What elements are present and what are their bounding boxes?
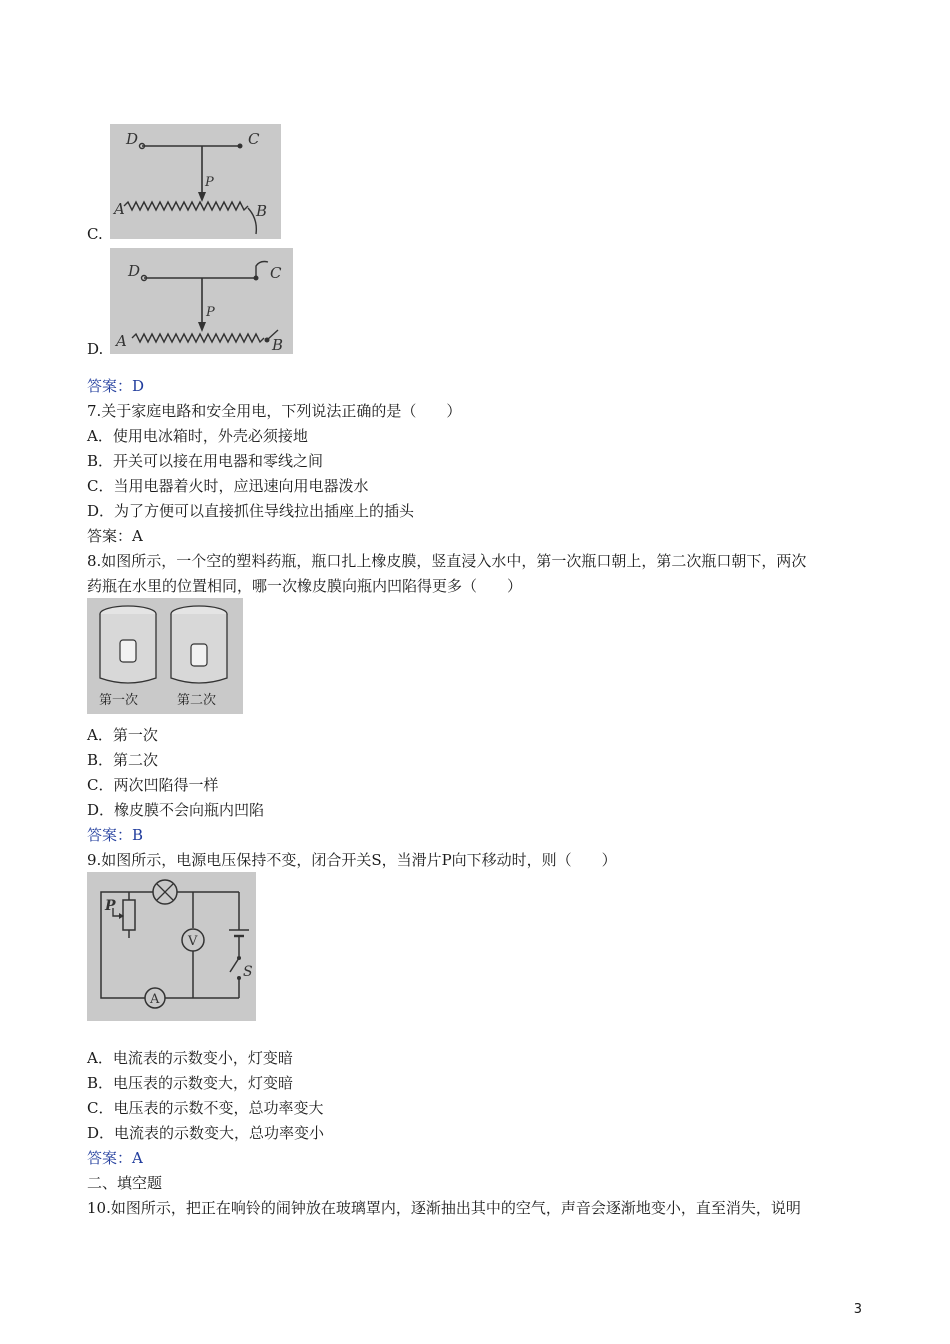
q8-option-b: B．第二次 [87, 751, 159, 769]
q7-option-b: B．开关可以接在用电器和零线之间 [87, 452, 324, 470]
q9-ammeter-label: A [150, 992, 160, 1007]
section-heading-fill-in: 二、填空题 [87, 1174, 163, 1192]
fig-c-label-d: D [126, 130, 139, 148]
fig-d-label-d: D [128, 262, 141, 280]
q9-option-a: A．电流表的示数变小，灯变暗 [87, 1049, 293, 1067]
q7-stem: 7.关于家庭电路和安全用电，下列说法正确的是（ ） [87, 402, 462, 420]
q10-stem-line1: 10.如图所示，把正在响铃的闹钟放在玻璃罩内，逐渐抽出其中的空气，声音会逐渐地变小，直至消失，说明 [87, 1199, 801, 1217]
q7-option-d: D．为了方便可以直接抓住导线拉出插座上的插头 [87, 502, 415, 520]
q8-fig-label-second: 第二次 [177, 693, 217, 708]
q9-option-c: C．电压表的示数不变，总功率变大 [87, 1099, 324, 1117]
option-d-label: D. [87, 340, 104, 358]
fig-d-label-p: P [206, 305, 215, 320]
fig-d-label-c: C [270, 264, 282, 282]
q8-figure [87, 598, 243, 714]
fig-c-label-a: A [114, 200, 125, 218]
q8-fig-label-first: 第一次 [99, 693, 139, 708]
q9-answer: 答案：A [87, 1149, 143, 1167]
q8-stem-line2: 药瓶在水里的位置相同，哪一次橡皮膜向瓶内凹陷得更多（ ） [87, 577, 523, 595]
option-d-figure [110, 248, 293, 354]
q9-voltmeter-label: V [188, 934, 198, 949]
q8-stem-line1: 8.如图所示，一个空的塑料药瓶，瓶口扎上橡皮膜，竖直浸入水中，第一次瓶口朝上，第二次瓶口朝下，两次 [87, 552, 807, 570]
page-number: 3 [853, 1302, 862, 1317]
q8-option-c: C．两次凹陷得一样 [87, 776, 219, 794]
q8-option-d: D．橡皮膜不会向瓶内凹陷 [87, 801, 265, 819]
q7-option-a: A．使用电冰箱时，外壳必须接地 [87, 427, 308, 445]
q9-option-b: B．电压表的示数变大，灯变暗 [87, 1074, 294, 1092]
option-c-figure [110, 124, 281, 239]
q9-switch-label: S [243, 964, 253, 980]
q8-answer: 答案：B [87, 826, 144, 844]
q6-answer: 答案：D [87, 377, 145, 395]
q7-option-c: C．当用电器着火时，应迅速向用电器泼水 [87, 477, 369, 495]
q8-option-a: A．第一次 [87, 726, 158, 744]
q7-answer: 答案：A [87, 527, 143, 545]
fig-d-label-a: A [116, 332, 127, 350]
option-c-label: C. [87, 225, 103, 243]
q9-label-p: P [105, 898, 116, 914]
q9-option-d: D．电流表的示数变大，总功率变小 [87, 1124, 325, 1142]
q9-stem: 9.如图所示，电源电压保持不变，闭合开关S，当滑片P向下移动时，则（ ） [87, 851, 617, 869]
fig-c-label-c: C [248, 130, 260, 148]
fig-d-label-b: B [272, 336, 284, 354]
q9-circuit-figure [87, 872, 256, 1021]
fig-c-label-p: P [205, 175, 214, 190]
fig-c-label-b: B [256, 202, 268, 220]
